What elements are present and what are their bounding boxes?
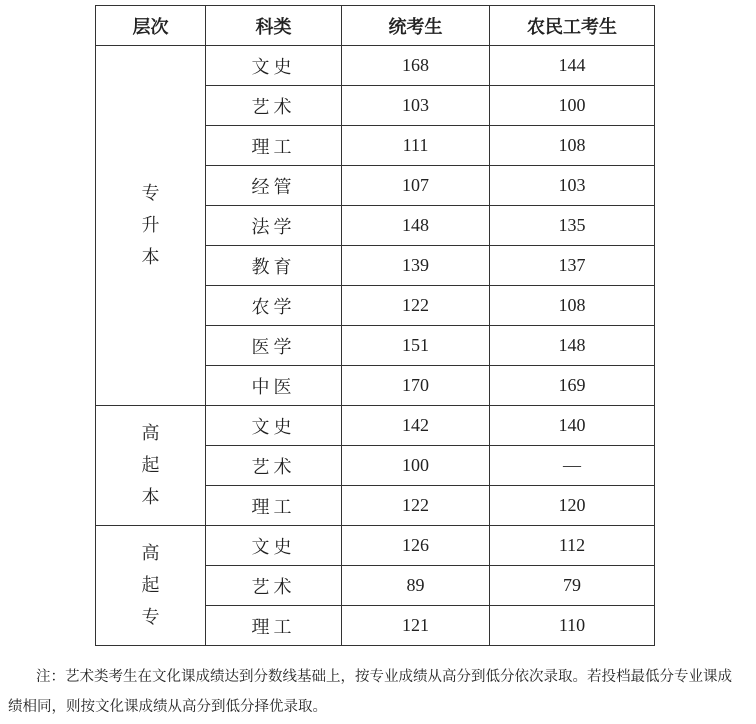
level-char: 本 [141, 246, 160, 268]
regular-score-cell: 122 [342, 286, 490, 326]
level-char: 专 [141, 606, 160, 628]
regular-score-cell: 148 [342, 206, 490, 246]
migrant-score-cell: 120 [490, 486, 655, 526]
level-char: 起 [141, 574, 160, 596]
regular-score-cell: 168 [342, 46, 490, 86]
regular-score-cell: 89 [342, 566, 490, 606]
regular-score-cell: 170 [342, 366, 490, 406]
level-cell [96, 406, 206, 526]
regular-score-cell: 142 [342, 406, 490, 446]
regular-score-cell: 100 [342, 446, 490, 486]
subject-cell: 文史 [206, 46, 342, 86]
regular-score-cell: 111 [342, 126, 490, 166]
subject-cell: 医学 [206, 326, 342, 366]
header-subject: 科类 [206, 6, 342, 46]
level-char: 本 [141, 486, 160, 508]
level-char: 高 [141, 422, 160, 444]
migrant-score-cell: 108 [490, 286, 655, 326]
migrant-score-cell: 100 [490, 86, 655, 126]
migrant-score-cell: 137 [490, 246, 655, 286]
migrant-score-cell: 108 [490, 126, 655, 166]
subject-cell: 教育 [206, 246, 342, 286]
header-migrant: 农民工考生 [490, 6, 655, 46]
level-cell [96, 526, 206, 646]
migrant-score-cell: 148 [490, 326, 655, 366]
subject-cell: 法学 [206, 206, 342, 246]
migrant-score-cell: 79 [490, 566, 655, 606]
migrant-score-cell: 110 [490, 606, 655, 646]
migrant-score-cell: 144 [490, 46, 655, 86]
footnote: 注：艺术类考生在文化课成绩达到分数线基础上，按专业成绩从高分到低分依次录取。若投档最低分专业课成绩相同，则按文化课成绩从高分到低分择优录取。 [8, 669, 732, 715]
table-row [96, 406, 655, 446]
subject-cell: 中医 [206, 366, 342, 406]
subject-cell: 艺术 [206, 446, 342, 486]
header-row [96, 6, 655, 46]
migrant-score-cell: 135 [490, 206, 655, 246]
subject-cell: 农学 [206, 286, 342, 326]
migrant-score-cell: 140 [490, 406, 655, 446]
level-char: 起 [141, 454, 160, 476]
subject-cell: 经管 [206, 166, 342, 206]
regular-score-cell: 122 [342, 486, 490, 526]
subject-cell: 理工 [206, 126, 342, 166]
subject-cell: 文史 [206, 406, 342, 446]
subject-cell: 文史 [206, 526, 342, 566]
migrant-score-cell: 112 [490, 526, 655, 566]
migrant-score-cell: — [490, 446, 655, 486]
regular-score-cell: 107 [342, 166, 490, 206]
subject-cell: 艺术 [206, 566, 342, 606]
migrant-score-cell: 169 [490, 366, 655, 406]
table-body [96, 46, 655, 646]
table-row [96, 46, 655, 86]
regular-score-cell: 139 [342, 246, 490, 286]
level-cell [96, 46, 206, 406]
table-row [96, 526, 655, 566]
subject-cell: 理工 [206, 606, 342, 646]
regular-score-cell: 121 [342, 606, 490, 646]
regular-score-cell: 151 [342, 326, 490, 366]
regular-score-cell: 126 [342, 526, 490, 566]
migrant-score-cell: 103 [490, 166, 655, 206]
score-table [95, 5, 655, 646]
subject-cell: 艺术 [206, 86, 342, 126]
level-char: 专 [141, 182, 160, 204]
header-level: 层次 [96, 6, 206, 46]
level-char: 高 [141, 542, 160, 564]
regular-score-cell: 103 [342, 86, 490, 126]
subject-cell: 理工 [206, 486, 342, 526]
header-regular: 统考生 [342, 6, 490, 46]
level-char: 升 [141, 214, 160, 236]
